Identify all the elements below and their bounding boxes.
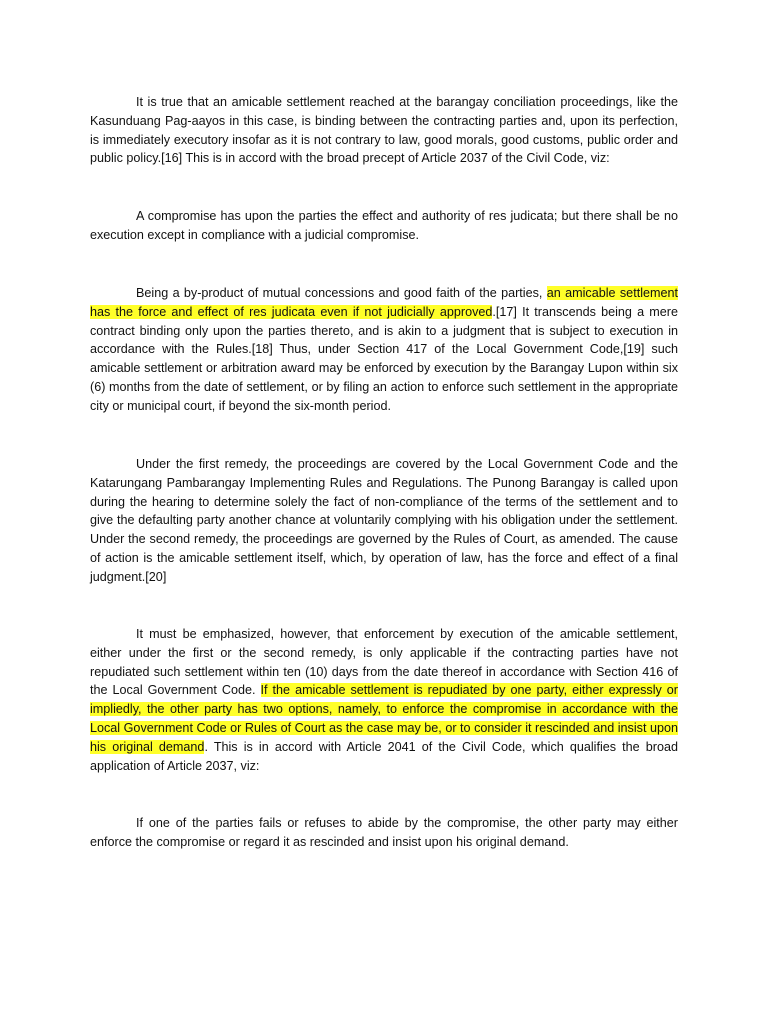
paragraph-text: .[17] It transcends being a mere contract binding only upon the parties thereto, and is akin to a judgment that is subject to execution in accordance with the Rules.[18] Thus, under Section 417 of the Local Government Code,[19] such amicable settlement or arbitration award may be enforced by execution by the Barangay Lupon within six (6) months from the date of settlement, or by filing an action to enforce such settlement in the appropriate city or municipal court, if beyond the six-month period. — [90, 304, 678, 413]
paragraph-text: If one of the parties fails or refuses to abide by the compromise, the other party may either enforce the compromise or regard it as rescinded and insist upon his original demand. — [90, 816, 678, 849]
paragraph-2-quote — [90, 207, 678, 245]
highlighted-text: If the amicable settlement is repudiated by one party, either expressly or impliedly, the other party has two options, namely, to enforce the compromise in accordance with the Local Government Code or Rules of Court as the case may be, or to consider it rescinded and insist upon his original demand — [90, 683, 678, 754]
paragraph-text: Being a by-product of mutual concessions and good faith of the parties, — [136, 286, 547, 300]
paragraph-5 — [90, 625, 678, 775]
paragraph-text: Under the first remedy, the proceedings are covered by the Local Government Code and the Katarungang Pambarangay Implementing Rules and Regulations. The Punong Barangay is called upon during the hearing to determine solely the fact of non-compliance of the terms of the settlement and to give the defaulting party another chance at voluntarily complying with his obligation under the settlement. Under the second remedy, the proceedings are governed by the Rules of Court, as amended. The cause of action is the amicable settlement itself, which, by operation of law, has the force and effect of a final judgment.[20] — [90, 457, 678, 584]
paragraph-6-quote — [90, 814, 678, 852]
paragraph-text: . This is in accord with Article 2041 of the Civil Code, which qualifies the broad application of Article 2037, viz: — [90, 739, 678, 773]
paragraph-1 — [90, 93, 678, 168]
paragraph-text: It is true that an amicable settlement reached at the barangay conciliation proceedings, like the Kasunduang Pag-aayos in this case, is binding between the contracting parties and, upon its perfection, is immediately executory insofar as it is not contrary to law, good morals, good customs, public order and public policy.[16] This is in accord with the broad precept of Article 2037 of the Civil Code, viz: — [90, 95, 678, 166]
paragraph-text: It must be emphasized, however, that enforcement by execution of the amicable settlement, either under the first or the second remedy, is only applicable if the contracting parties have not repudiated such settlement within ten (10) days from the date thereof in accordance with Section 416 of the Local Government Code. — [90, 627, 678, 698]
paragraph-3 — [90, 284, 678, 416]
paragraph-text: A compromise has upon the parties the effect and authority of res judicata; but there shall be no execution except in compliance with a judicial compromise. — [90, 209, 678, 242]
paragraph-4 — [90, 455, 678, 587]
highlighted-text: an amicable settlement has the force and effect of res judicata even if not judicially approved — [90, 286, 678, 319]
